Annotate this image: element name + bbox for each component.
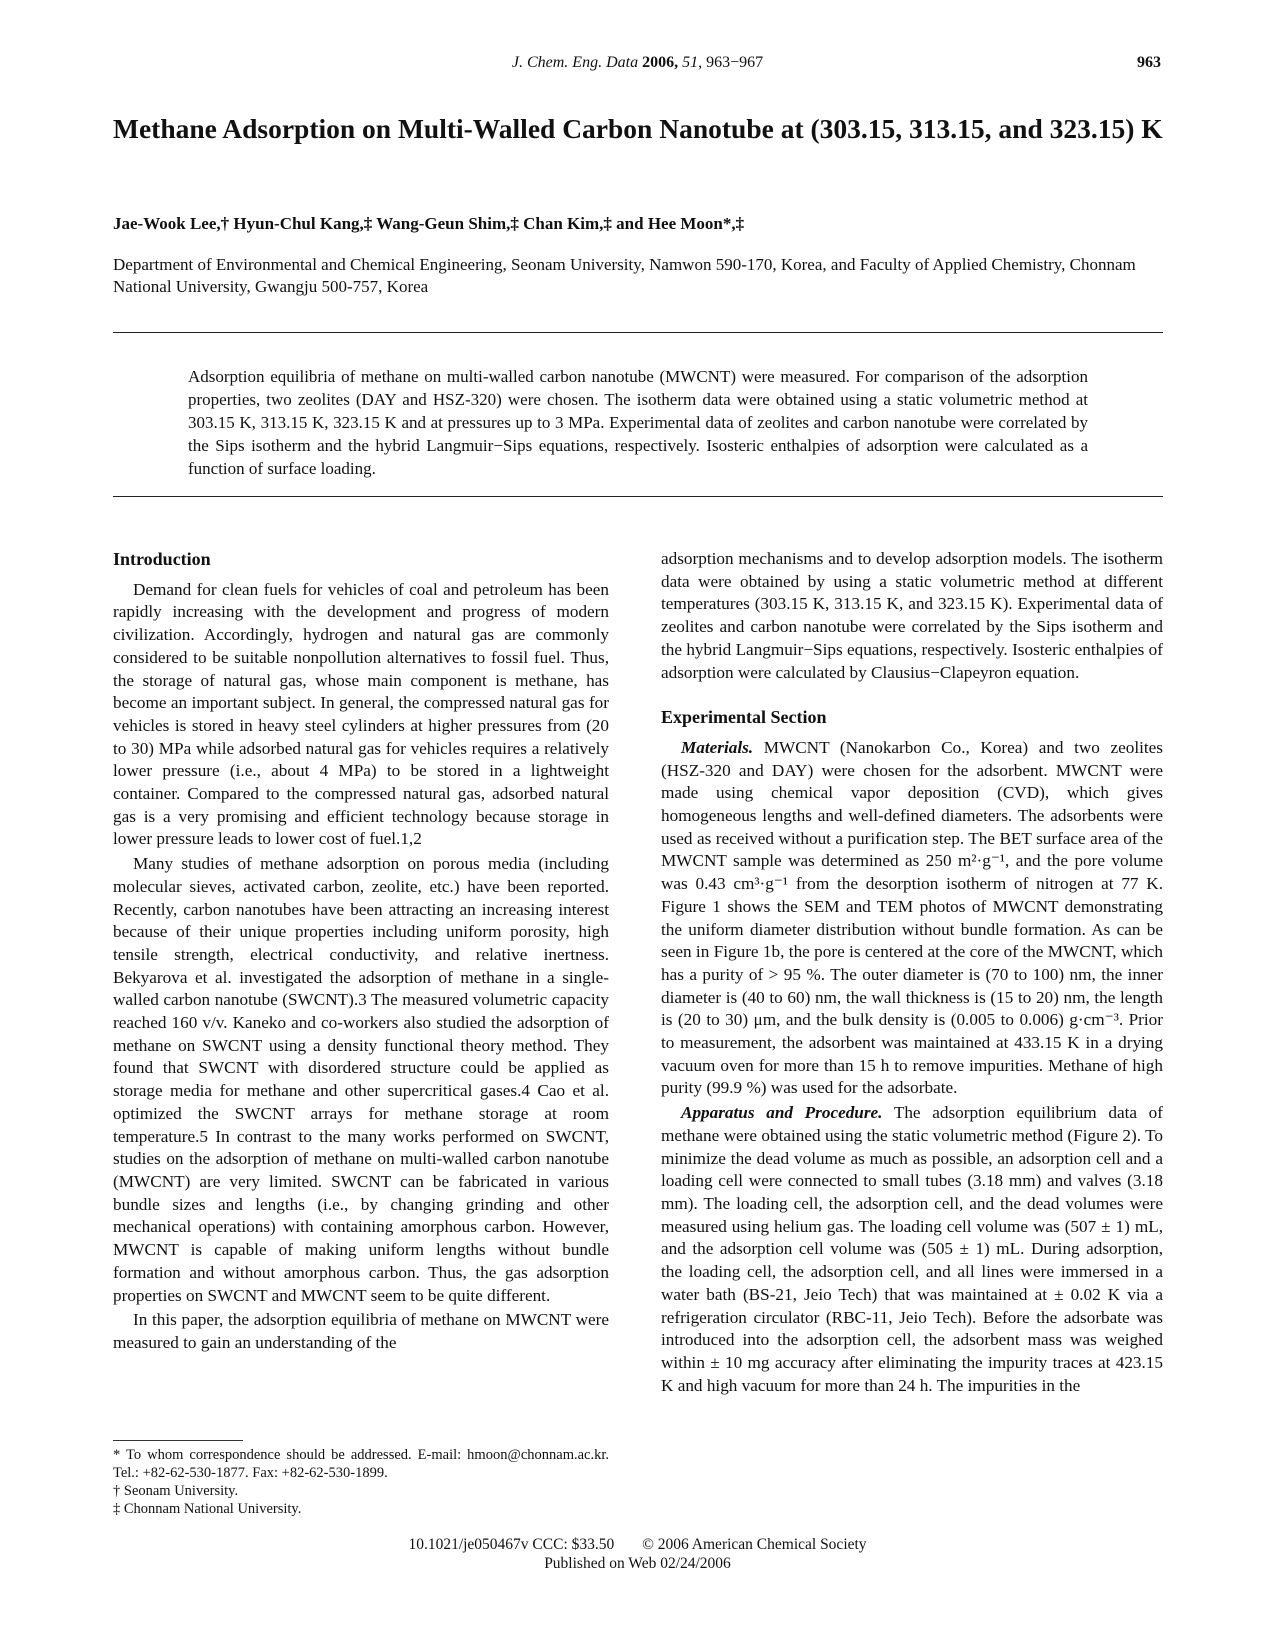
journal-name: J. Chem. Eng. Data — [511, 54, 639, 71]
apparatus-paragraph — [661, 1102, 1163, 1397]
journal-year: 2006, — [642, 54, 679, 71]
introduction-heading: Introduction — [113, 549, 211, 569]
intro-paragraph-3: In this paper, the adsorption equilibria of methane on MWCNT were measured to gain an understanding of the — [113, 1310, 609, 1352]
intro-paragraph-3-continued: adsorption mechanisms and to develop adsorption models. The isotherm data were obtained by using a static volumetric method at different temperatures (303.15 K, 313.15 K, and 323.15 K). Experimental data of zeolites and carbon nanotube were correlated by the Sips isotherm and the hybrid Langmuir−Sips equations, respectively. Isosteric enthalpies of adsorption were calculated by Clausius−Clapeyron equation. — [661, 549, 1163, 682]
abstract-bottom-rule — [113, 496, 1163, 497]
materials-text: MWCNT (Nanokarbon Co., Korea) and two zeolites (HSZ-320 and DAY) were chosen for the adsorbent. MWCNT were made using chemical vapor deposition (CVD), which gives homogeneous lengths and well-defined diameters. The adsorbents were used as received without a purification step. The BET surface area of the MWCNT sample was determined as 250 m²·g⁻¹, and the pore volume was 0.43 cm³·g⁻¹ from the desorption isotherm of nitrogen at 77 K. Figure 1 shows the SEM and TEM photos of MWCNT demonstrating the uniform diameter distribution without bundle formation. As can be seen in Figure 1b, the pore is centered at the core of the MWCNT, which has a purity of > 95 %. The outer diameter is (70 to 100) nm, the inner diameter is (40 to 60) nm, the wall thickness is (15 to 20) nm, the length is (20 to 30) μm, and the bulk density is (0.005 to 0.006) g·cm⁻³. Prior to measurement, the adsorbent was maintained at 433.15 K in a drying vacuum oven for more than 15 h to remove impurities. Methane of high purity (99.9 %) was used for the adsorbate. — [661, 737, 1163, 1098]
journal-pages: 963−967 — [706, 54, 764, 71]
apparatus-label: Apparatus and Procedure. — [681, 1103, 883, 1123]
left-column — [113, 548, 609, 1355]
materials-label: Materials. — [681, 737, 754, 757]
right-column — [661, 548, 1163, 1397]
affiliation: Department of Environmental and Chemical Engineering, Seonam University, Namwon 590-170, Korea, and Faculty of Applied Chemistry, Chonnam National University, Gwangju 500-757, Korea — [113, 255, 1136, 296]
apparatus-text: The adsorption equilibrium data of methane were obtained using the static volumetric method (Figure 2). To minimize the dead volume as much as possible, an adsorption cell and a loading cell were connected to small tubes (3.18 mm) and valves (3.18 mm). The loading cell, the adsorption cell, and the dead volumes were measured using helium gas. The loading cell volume was (507 ± 1) mL, and the adsorption cell volume was (505 ± 1) mL. During adsorption, the loading cell, the adsorption cell, and all lines were immersed in a water bath (BS-21, Jeio Tech) that was maintained at ± 0.02 K via a refrigeration circulator (RBC-11, Jeio Tech). Before the adsorbate was introduced into the adsorption cell, the adsorbent mass was weighed within ± 10 mg accuracy after eliminating the impurity traces at 423.15 K and high vacuum for more than 24 h. The impurities in the — [661, 1103, 1163, 1395]
paper-title: Methane Adsorption on Multi-Walled Carbon Nanotube at (303.15, 313.15, and 323.15) K — [113, 113, 1163, 144]
intro-paragraph-1: Demand for clean fuels for vehicles of coal and petroleum has been rapidly increasing with the development and progress of modern civilization. Accordingly, hydrogen and natural gas are commonly considered to be suitable nonpollution alternatives to fossil fuel. Thus, the storage of natural gas, whose main component is methane, has become an important subject. In general, the compressed natural gas for vehicles is stored in heavy steel cylinders at higher pressures from (20 to 30) MPa while adsorbed natural gas for vehicles requires a relatively lower pressure (i.e., about 4 MPa) to be stored in a lightweight container. Compared to the compressed natural gas, adsorbed natural gas is a very promising and efficient technology because storage in lower pressure leads to lower cost of fuel.1,2 — [113, 579, 609, 849]
copyright: © 2006 American Chemical Society — [642, 1536, 867, 1553]
page-number: 963 — [1137, 54, 1161, 71]
materials-paragraph — [661, 737, 1163, 1100]
experimental-heading: Experimental Section — [661, 707, 827, 728]
page-footer — [0, 1535, 1275, 1573]
author-list: Jae-Wook Lee,† Hyun-Chul Kang,‡ Wang-Geun Shim,‡ Chan Kim,‡ and Hee Moon*,‡ — [113, 214, 745, 233]
footnote-ddagger: ‡ Chonnam National University. — [113, 1501, 302, 1517]
abstract-top-rule — [113, 332, 1163, 333]
footnote-dagger: † Seonam University. — [113, 1483, 239, 1499]
journal-volume: 51, — [682, 54, 703, 71]
doi-ccc: 10.1021/je050467v CCC: $33.50 — [408, 1536, 615, 1553]
published-date: Published on Web 02/24/2006 — [544, 1555, 731, 1572]
running-header — [0, 54, 1275, 72]
abstract: Adsorption equilibria of methane on multi-walled carbon nanotube (MWCNT) were measured. For comparison of the adsorption properties, two zeolites (DAY and HSZ-320) were chosen. The isotherm data were obtained using a static volumetric method at 303.15 K, 313.15 K, 323.15 K and at pressures up to 3 MPa. Experimental data of zeolites and carbon nanotube were correlated by the Sips isotherm and the hybrid Langmuir−Sips equations, respectively. Isosteric enthalpies of adsorption were calculated as a function of surface loading. — [188, 367, 1088, 478]
footnotes — [113, 1446, 609, 1518]
footnote-corresponding: * To whom correspondence should be addressed. E-mail: hmoon@chonnam.ac.kr. Tel.: +82-62-530-1877. Fax: +82-62-530-1899. — [113, 1447, 609, 1481]
footnote-rule — [113, 1440, 243, 1441]
intro-paragraph-2: Many studies of methane adsorption on porous media (including molecular sieves, activated carbon, zeolite, etc.) have been reported. Recently, carbon nanotubes have been attracting an increasing interest because of their unique properties including uniform porosity, high tensile strength, electrical conductivity, and relative inertness. Bekyarova et al. investigated the adsorption of methane in a single-walled carbon nanotube (SWCNT).3 The measured volumetric capacity reached 160 v/v. Kaneko and co-workers also studied the adsorption of methane on SWCNT using a density functional theory method. They found that SWCNT with disordered structure could be applied as storage media for methane and other supercritical gases.4 Cao et al. optimized the SWCNT arrays for methane storage at room temperature.5 In contrast to the many works performed on SWCNT, studies on the adsorption of methane on multi-walled carbon nanotube (MWCNT) are very limited. SWCNT can be fabricated in various bundle sizes and lengths (i.e., by changing grinding and other mechanical operations) with containing amorphous carbon. However, MWCNT is capable of making uniform lengths without bundle formation and without amorphous carbon. Thus, the gas adsorption properties on SWCNT and MWCNT seem to be quite different. — [113, 854, 609, 1305]
